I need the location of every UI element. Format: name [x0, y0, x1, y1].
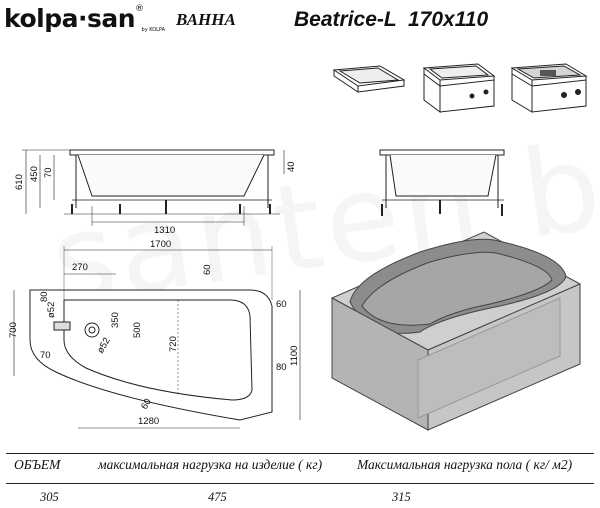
dim-80-left: 80	[39, 291, 50, 302]
dim-bottom-1280: 1280	[138, 416, 160, 427]
dim-drain-1: ø52	[46, 301, 57, 318]
footer-max-load-label: максимальная нагрузка на изделие ( кг)	[98, 457, 323, 472]
dim-720: 720	[168, 336, 179, 352]
footer-volume-label: ОБЪЕМ	[14, 457, 61, 472]
dim-700: 700	[8, 322, 19, 338]
dim-70-left: 70	[40, 350, 51, 361]
dim-depth-1100: 1100	[289, 345, 300, 366]
dim-width-1700: 1700	[150, 239, 172, 250]
dim-height-40: 40	[286, 161, 297, 172]
dim-60-bottom: 60	[139, 396, 154, 412]
footer-bottom-rule	[6, 483, 594, 484]
dim-270: 270	[72, 262, 88, 273]
footer-floor-load-value: 315	[392, 490, 411, 504]
footer-max-load-value: 475	[208, 490, 227, 504]
dim-height-70: 70	[43, 167, 54, 178]
dim-60-right: 60	[276, 299, 287, 310]
footer-floor-load-label: Максимальная нагрузка пола ( кг/ м2)	[357, 457, 573, 472]
dim-height-450: 450	[29, 166, 40, 182]
logo-text: kolpa·san	[4, 4, 136, 33]
logo-reg-mark: ®	[135, 4, 144, 14]
dim-60-top: 60	[202, 264, 213, 275]
dim-drain-2: ø52	[95, 335, 113, 356]
dim-base-1310: 1310	[154, 225, 176, 236]
dim-500: 500	[132, 322, 143, 338]
logo-sub: by KOLPA	[141, 27, 166, 33]
product-category: ВАННА	[176, 10, 236, 29]
dim-80-right: 80	[276, 362, 287, 373]
dim-total-height: 610	[14, 174, 25, 190]
dim-350: 350	[110, 312, 121, 328]
footer-volume-value: 305	[40, 490, 59, 504]
footer-top-rule	[6, 453, 594, 454]
product-model: Beatrice-L 170x110	[294, 8, 489, 31]
